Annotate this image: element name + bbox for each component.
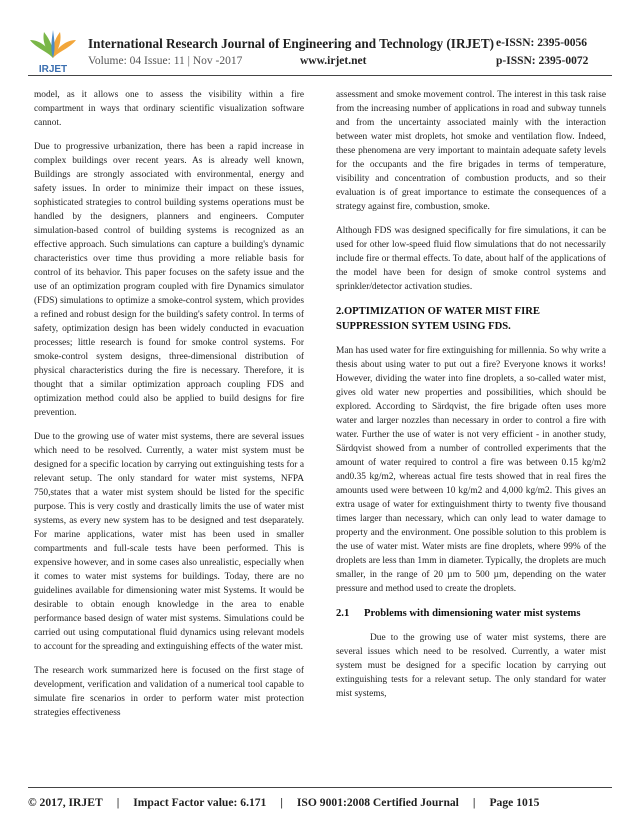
paragraph: Man has used water for fire extinguishing for millennia. So why write a thesis about using water to put out a fire? Everyone knows it works! However, dividing the water into fine droplets, a so-called water mist, gives old water new properties and possibilities, which should be explored. According to Särdqvist, the fire brigade often uses more water and larger nozzles than necessary in order to control a fire with water. Further the use of water is not very efficient - in another study, Särdqvist showed from a number of controlled experiments that the amount of water required to control a fire was between 0.15 kg/m2 and0.35 kg/m2, whereas actual fire tests showed that in real fires the amounts used were between 10 kg/m2 and 4,000 kg/m2. This gives an extra usage of water for extinguishment thirty to twenty five thousand times larger than necessary, which can only lead to water damage to property and the environment. One possible solution to this problem is the use of water mist. Water mists are fine droplets, where 99% of the droplets are less than 1mm in diameter. Typically, the droplets are much smaller, in the range of 20 µm to 500 µm, depending on the water pressure and method used to create the droplets. [336, 346, 606, 594]
p-issn: p-ISSN: 2395-0072 [496, 55, 589, 67]
subsection-number: 2.1 [336, 608, 350, 619]
paragraph: model, as it allows one to assess the visibility within a fire compartment in ways that ordinary scientific visualization software cannot. [34, 90, 304, 128]
paragraph: assessment and smoke movement control. The interest in this task raise from the increasing number of applications in road and subway tunnels and from the uncertainty associated mainly with the interaction between water mist droplets, hot smoke and ventilation flow. Indeed, these phenomena are very important to maintain adequate safety levels for the occupants and the fire brigades in terms of temperature, visibility and concentration of combustion products, and so their evaluation is of great importance to estimate the consequences of a strategy against fire, combustion, smoke. [336, 90, 606, 212]
website-link[interactable]: www.irjet.net [300, 55, 367, 67]
right-column [336, 88, 606, 782]
irjet-logo [28, 28, 78, 74]
section-heading: 2.OPTIMIZATION OF WATER MIST FIRE SUPPRESSION SYTEM USING FDS. [336, 306, 540, 332]
paragraph: Due to progressive urbanization, there has been a rapid increase in complex buildings over recent years. As is already well known, Buildings are strongly associated with environmental, energy and safety issues. In order to minimize their impact on these issues, sophisticated strategies to control building systems operations must be handled by the designers, planners and engineers. Computer simulation-based control of building systems is recognized as an effective approach. Such simulations can capture a building's dynamic characteristics over time thus providing a more reliable basis for control of its behavior. This paper focuses on the safety issue and the use of an optimization program coupled with fire Dynamics simulator (FDS) simulations to optimize a smoke-control system, which provides a refined and robust design for the building's safety control. In terms of safety, optimization design has been widely conducted in evacuation processes; little research is found for smoke control systems. For smoke-control system designs, three-dimensional distribution of physical characteristics during the fire is necessary. Therefore, it is thought that a similar optimization approach coupling FDS and optimization method could also be applied to build designs for fire prevention. [34, 142, 304, 418]
svg-text:IRJET: IRJET [38, 64, 68, 74]
footer-separator: | [280, 795, 283, 809]
header-rule [28, 75, 612, 76]
iso-certification: ISO 9001:2008 Certified Journal [296, 795, 459, 809]
paragraph: Although FDS was designed specifically for fire simulations, it can be used for other low-speed fluid flow simulations that do not necessarily include fire or thermal effects. To date, about half of the applications of the model have been for design of smoke control systems and sprinkler/detector activation studies. [336, 226, 606, 292]
footer-rule [28, 787, 612, 788]
subsection-title: Problems with dimensioning water mist systems [364, 608, 581, 619]
paragraph: Due to the growing use of water mist systems, there are several issues which need to be resolved. Currently, a water mist system must be designed for a specific location by carrying out extinguishing tests for a relevant setup. The only standard for water mist systems, NFPA 750,states that a water mist system should be listed for the specific purpose. This is very costly and drastically limits the use of water mist systems, as every new system has to be designed and test dseparately. For marine applications, water mist has been used in smaller compartments and full-scale tests have been performed. This is expensive however, and in some cases also unrealistic, especially when it comes to water mist systems for buildings. Today, there are no guidelines available for dimensioning water mist Systems. It would be desirable to obtain enough knowledge in the area to enable performance based design of water mist systems. Simulations could be carried out using computational fluid dynamics using relevant models to account for the spreading and extinguishing effects of the water mist. [34, 432, 304, 652]
paragraph: Due to the growing use of water mist systems, there are several issues which need to be resolved. Currently, a water mist system must be designed for a specific location by carrying out extinguishing tests for a relevant setup. The only standard for water mist systems, [336, 633, 606, 699]
copyright: © 2017, IRJET [28, 795, 103, 809]
footer-separator: | [116, 795, 120, 809]
page-number: Page 1015 [489, 795, 540, 809]
e-issn: e-ISSN: 2395-0056 [496, 37, 588, 49]
left-column [34, 88, 304, 782]
subsection-heading [336, 606, 606, 621]
volume-issue: Volume: 04 Issue: 11 | Nov -2017 [88, 55, 243, 67]
impact-factor: Impact Factor value: 6.171 [133, 795, 267, 809]
paragraph: The research work summarized here is focused on the first stage of development, verification and validation of a numerical tool capable to simulate fire scenarios in order to perform water mist protection strategies effectiveness [34, 666, 304, 718]
page-header [0, 0, 638, 78]
page-footer [28, 792, 612, 812]
journal-title: International Research Journal of Engineering and Technology (IRJET) [88, 36, 495, 51]
footer-separator: | [472, 795, 476, 809]
